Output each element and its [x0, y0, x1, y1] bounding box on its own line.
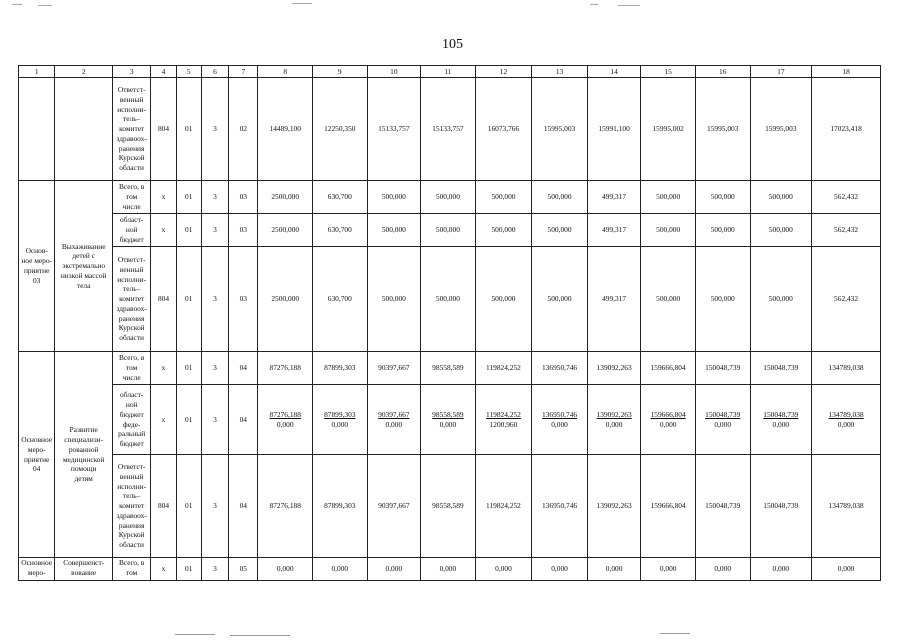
funding-source-cell: Ответст- венный исполни- тель– комитет здравоох- ранения Курской области — [112, 78, 150, 181]
value-cell: 0,000 — [695, 558, 750, 581]
code-cell: 03 — [229, 181, 258, 214]
code-cell: x — [151, 385, 176, 455]
value-cell: 0,000 — [421, 558, 476, 581]
header-row — [19, 66, 881, 78]
value-cell: 15995,003 — [750, 78, 812, 181]
value-pair-cell — [812, 385, 881, 455]
value-cell: 14489,100 — [258, 78, 313, 181]
code-cell: 01 — [176, 78, 201, 181]
measure-name-cell: Основное меро- — [19, 558, 55, 581]
code-cell: 804 — [151, 78, 176, 181]
code-cell: 01 — [176, 455, 201, 558]
header-cell: 8 — [258, 66, 313, 78]
value-cell: 15995,002 — [641, 78, 696, 181]
value-cell: 2500,000 — [258, 214, 313, 247]
header-cell: 7 — [229, 66, 258, 78]
value-cell: 87899,303 — [313, 352, 368, 385]
value-cell: 0,000 — [532, 558, 588, 581]
federal-value: 0,000 — [385, 419, 403, 429]
measure-name-cell: Основ- ное меро- приятие 03 — [19, 181, 55, 352]
header-cell: 9 — [313, 66, 368, 78]
value-cell: 119824,252 — [475, 352, 532, 385]
table-row — [19, 181, 881, 214]
regional-value: 150048,739 — [763, 409, 799, 419]
value-cell: 630,700 — [313, 214, 368, 247]
federal-value: 0,000 — [837, 419, 855, 429]
header-cell: 6 — [201, 66, 228, 78]
value-cell: 500,000 — [367, 247, 421, 352]
regional-value: 150048,739 — [705, 409, 741, 419]
value-cell: 500,000 — [421, 214, 476, 247]
value-cell: 562,432 — [812, 214, 881, 247]
measure-desc-cell — [55, 78, 113, 181]
value-cell: 500,000 — [695, 214, 750, 247]
funding-source-cell: Всего, в том числе — [112, 352, 150, 385]
scan-artifacts-bottom — [0, 630, 905, 640]
value-cell: 500,000 — [421, 247, 476, 352]
code-cell: 04 — [229, 385, 258, 455]
value-cell: 500,000 — [695, 247, 750, 352]
header-cell: 11 — [421, 66, 476, 78]
code-cell: 3 — [201, 214, 228, 247]
value-cell: 150048,739 — [695, 352, 750, 385]
value-cell: 15133,757 — [367, 78, 421, 181]
code-cell: 03 — [229, 214, 258, 247]
header-cell: 10 — [367, 66, 421, 78]
value-cell: 500,000 — [695, 181, 750, 214]
value-pair-cell — [313, 385, 368, 455]
header-cell: 2 — [55, 66, 113, 78]
value-cell: 159666,804 — [641, 455, 696, 558]
value-pair-cell — [421, 385, 476, 455]
value-cell: 12250,350 — [313, 78, 368, 181]
federal-value: 0,000 — [772, 419, 790, 429]
value-cell: 500,000 — [475, 181, 532, 214]
value-cell: 90397,667 — [367, 352, 421, 385]
code-cell: x — [151, 352, 176, 385]
funding-source-cell: Ответст- венный исполни- тель– комитет здравоох- ранения Курской области — [112, 247, 150, 352]
code-cell: 01 — [176, 181, 201, 214]
scan-artifacts-top — [0, 0, 905, 14]
code-cell: 01 — [176, 352, 201, 385]
value-cell: 500,000 — [367, 214, 421, 247]
table-row — [19, 214, 881, 247]
value-cell: 500,000 — [367, 181, 421, 214]
value-cell: 0,000 — [641, 558, 696, 581]
value-pair-cell — [641, 385, 696, 455]
funding-source-cell: област- ной бюджет — [112, 214, 150, 247]
table-row — [19, 352, 881, 385]
value-cell: 134789,038 — [812, 352, 881, 385]
value-cell: 500,000 — [750, 247, 812, 352]
code-cell: 01 — [176, 385, 201, 455]
federal-value: 1200,960 — [489, 419, 518, 429]
header-cell: 16 — [695, 66, 750, 78]
header-cell: 3 — [112, 66, 150, 78]
value-cell: 499,317 — [587, 247, 641, 352]
value-cell: 119824,252 — [475, 455, 532, 558]
code-cell: 03 — [229, 247, 258, 352]
value-cell: 500,000 — [641, 214, 696, 247]
regional-value: 139092,263 — [596, 409, 632, 419]
value-pair-cell — [587, 385, 641, 455]
value-cell: 0,000 — [812, 558, 881, 581]
header-cell: 14 — [587, 66, 641, 78]
value-cell: 500,000 — [532, 247, 588, 352]
federal-value: 0,000 — [659, 419, 677, 429]
value-cell: 500,000 — [475, 214, 532, 247]
regional-value: 136950,746 — [541, 409, 578, 419]
code-cell: 05 — [229, 558, 258, 581]
funding-source-cell: Всего, в том — [112, 558, 150, 581]
value-cell: 150048,739 — [750, 352, 812, 385]
header-cell: 1 — [19, 66, 55, 78]
code-cell: 01 — [176, 558, 201, 581]
value-cell: 500,000 — [475, 247, 532, 352]
value-pair-cell — [367, 385, 421, 455]
value-cell: 136950,746 — [532, 455, 588, 558]
code-cell: 3 — [201, 385, 228, 455]
code-cell: 02 — [229, 78, 258, 181]
value-pair-cell — [750, 385, 812, 455]
value-cell: 499,317 — [587, 214, 641, 247]
regional-value: 87899,303 — [324, 409, 356, 419]
value-pair-cell — [258, 385, 313, 455]
code-cell: 04 — [229, 455, 258, 558]
measure-name-cell: Основное меро- приятие 04 — [19, 352, 55, 558]
value-cell: 500,000 — [421, 181, 476, 214]
header-cell: 5 — [176, 66, 201, 78]
code-cell: 01 — [176, 214, 201, 247]
header-cell: 13 — [532, 66, 588, 78]
value-cell: 0,000 — [313, 558, 368, 581]
code-cell: 804 — [151, 455, 176, 558]
header-cell: 4 — [151, 66, 176, 78]
value-cell: 139092,263 — [587, 455, 641, 558]
value-cell: 15995,003 — [695, 78, 750, 181]
funding-source-cell: област- ной бюджет феде- ральный бюджет — [112, 385, 150, 455]
value-cell: 87276,188 — [258, 352, 313, 385]
table-row — [19, 558, 881, 581]
federal-value: 0,000 — [551, 419, 568, 429]
value-cell: 87276,188 — [258, 455, 313, 558]
value-cell: 500,000 — [641, 181, 696, 214]
value-cell: 500,000 — [532, 214, 588, 247]
measure-desc-cell: Совершенст- вование — [55, 558, 113, 581]
code-cell: x — [151, 214, 176, 247]
header-cell: 15 — [641, 66, 696, 78]
measure-desc-cell: Развитие специализи- рованной медицинской помощи детям — [55, 352, 113, 558]
code-cell: 3 — [201, 455, 228, 558]
code-cell: 04 — [229, 352, 258, 385]
value-cell: 15995,003 — [532, 78, 588, 181]
value-cell: 0,000 — [258, 558, 313, 581]
code-cell: 01 — [176, 247, 201, 352]
value-cell: 16073,766 — [475, 78, 532, 181]
value-cell: 150048,739 — [750, 455, 812, 558]
federal-value: 0,000 — [276, 419, 294, 429]
value-cell: 0,000 — [475, 558, 532, 581]
funding-source-cell: Всего, в том числе — [112, 181, 150, 214]
code-cell: 3 — [201, 78, 228, 181]
value-cell: 15133,757 — [421, 78, 476, 181]
value-cell: 87899,303 — [313, 455, 368, 558]
code-cell: 804 — [151, 247, 176, 352]
value-cell: 134789,038 — [812, 455, 881, 558]
code-cell: 3 — [201, 181, 228, 214]
code-cell: 3 — [201, 558, 228, 581]
value-cell: 500,000 — [750, 181, 812, 214]
code-cell: x — [151, 181, 176, 214]
funding-source-cell: Ответст- венный исполни- тель– комитет здравоох- ранения Курской области — [112, 455, 150, 558]
regional-value: 159666,804 — [650, 409, 686, 419]
measure-desc-cell: Выхаживание детей с экстремально низкой массой тела — [55, 181, 113, 352]
code-cell: 3 — [201, 352, 228, 385]
value-cell: 150048,739 — [695, 455, 750, 558]
value-cell: 15991,100 — [587, 78, 641, 181]
regional-value: 134789,038 — [828, 409, 864, 419]
federal-value: 0,000 — [714, 419, 732, 429]
value-cell: 630,700 — [313, 181, 368, 214]
value-pair-cell — [532, 385, 588, 455]
value-cell: 17023,418 — [812, 78, 881, 181]
regional-value: 87276,188 — [269, 409, 301, 419]
value-cell: 139092,263 — [587, 352, 641, 385]
table-row — [19, 78, 881, 181]
value-pair-cell — [695, 385, 750, 455]
value-cell: 500,000 — [532, 181, 588, 214]
header-cell: 12 — [475, 66, 532, 78]
measure-name-cell — [19, 78, 55, 181]
value-cell: 98558,589 — [421, 455, 476, 558]
regional-value: 90397,667 — [378, 409, 410, 419]
code-cell: 3 — [201, 247, 228, 352]
value-pair-cell — [475, 385, 532, 455]
page-number: 105 — [442, 37, 463, 52]
value-cell: 500,000 — [641, 247, 696, 352]
federal-value: 0,000 — [605, 419, 623, 429]
value-cell: 98558,589 — [421, 352, 476, 385]
table-row — [19, 247, 881, 352]
budget-table — [18, 65, 881, 581]
table-row — [19, 455, 881, 558]
value-cell: 500,000 — [750, 214, 812, 247]
code-cell: x — [151, 558, 176, 581]
header-cell: 17 — [750, 66, 812, 78]
value-cell: 136950,746 — [532, 352, 588, 385]
regional-value: 119824,252 — [486, 409, 521, 419]
value-cell: 630,700 — [313, 247, 368, 352]
value-cell: 2500,000 — [258, 181, 313, 214]
regional-value: 98558,589 — [432, 409, 464, 419]
value-cell: 562,432 — [812, 181, 881, 214]
federal-value: 0,000 — [439, 419, 457, 429]
table-row — [19, 385, 881, 455]
value-cell: 0,000 — [587, 558, 641, 581]
value-cell: 159666,804 — [641, 352, 696, 385]
header-cell: 18 — [812, 66, 881, 78]
value-cell: 499,317 — [587, 181, 641, 214]
value-cell: 562,432 — [812, 247, 881, 352]
value-cell: 0,000 — [750, 558, 812, 581]
federal-value: 0,000 — [331, 419, 349, 429]
value-cell: 0,000 — [367, 558, 421, 581]
value-cell: 2500,000 — [258, 247, 313, 352]
value-cell: 90397,667 — [367, 455, 421, 558]
